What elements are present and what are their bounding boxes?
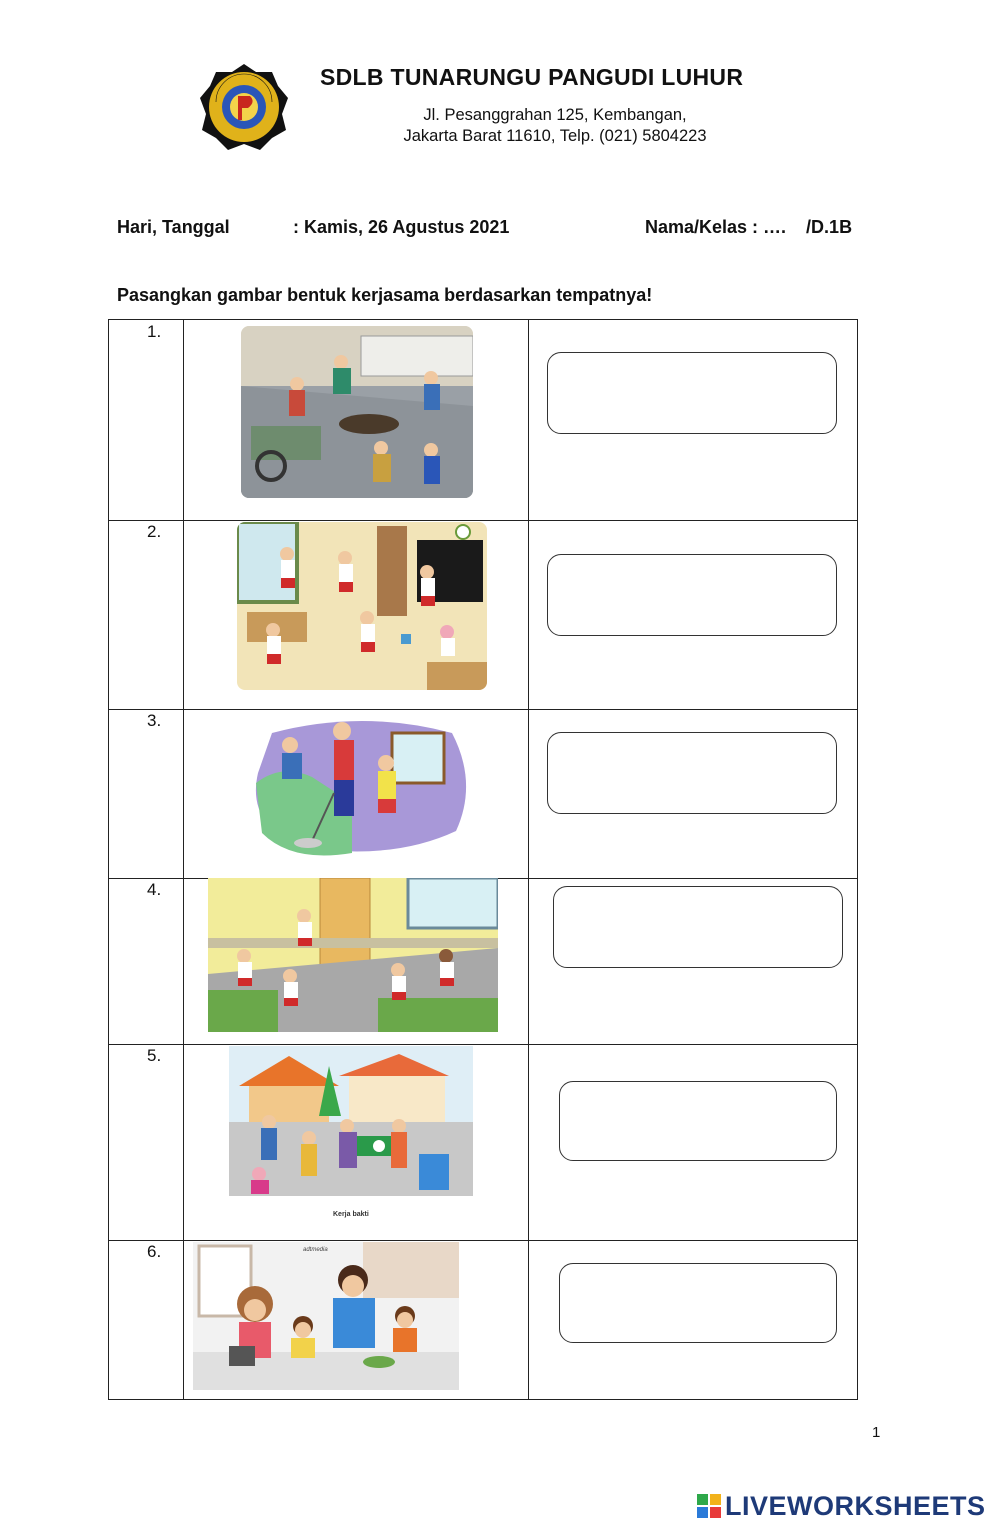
school-address-line2: Jakarta Barat 11610, Telp. (021) 5804223 xyxy=(403,127,707,145)
row-number: 3. xyxy=(147,711,162,730)
community-cleaning-image xyxy=(241,326,473,498)
answer-box-6[interactable] xyxy=(559,1263,837,1343)
answer-box-4[interactable] xyxy=(553,886,843,968)
school-address-line1: Jl. Pesanggrahan 125, Kembangan, xyxy=(423,106,687,124)
village-kerja-bakti-image xyxy=(229,1046,473,1222)
matching-table xyxy=(108,319,858,1400)
row-divider xyxy=(109,520,857,521)
date-value: : Kamis, 26 Agustus 2021 xyxy=(293,217,510,237)
column-divider xyxy=(528,320,529,1399)
classroom-cleaning-image xyxy=(237,522,487,690)
answer-box-1[interactable] xyxy=(547,352,837,434)
brand-text: LIVEWORKSHEETS xyxy=(725,1490,986,1521)
row-divider xyxy=(109,709,857,710)
home-cleaning-image xyxy=(242,713,472,863)
answer-box-5[interactable] xyxy=(559,1081,837,1161)
name-class-field: Nama/Kelas : …. /D.1B xyxy=(645,217,853,237)
row-number: 4. xyxy=(147,880,162,899)
answer-box-2[interactable] xyxy=(547,554,837,636)
schoolyard-cleaning-image xyxy=(208,878,498,1032)
row-number: 1. xyxy=(147,322,162,341)
row-number: 5. xyxy=(147,1046,162,1065)
date-label: Hari, Tanggal xyxy=(117,217,230,237)
instruction: Pasangkan gambar bentuk kerjasama berdasarkan tempatnya! xyxy=(117,285,653,305)
liveworksheets-brand[interactable] xyxy=(697,1490,986,1522)
answer-box-3[interactable] xyxy=(547,732,837,814)
image-caption: Kerja bakti xyxy=(333,1211,369,1218)
school-logo xyxy=(198,62,290,152)
school-name: SDLB TUNARUNGU PANGUDI LUHUR xyxy=(320,64,744,90)
image-watermark: adtmedia xyxy=(303,1247,328,1253)
row-divider xyxy=(109,1240,857,1241)
row-number: 2. xyxy=(147,522,162,541)
liveworksheets-logo-icon xyxy=(697,1494,721,1518)
page-number: 1 xyxy=(872,1424,881,1441)
row-number: 6. xyxy=(147,1242,162,1261)
family-cooking-image xyxy=(193,1242,459,1390)
row-divider xyxy=(109,1044,857,1045)
column-divider xyxy=(183,320,184,1399)
